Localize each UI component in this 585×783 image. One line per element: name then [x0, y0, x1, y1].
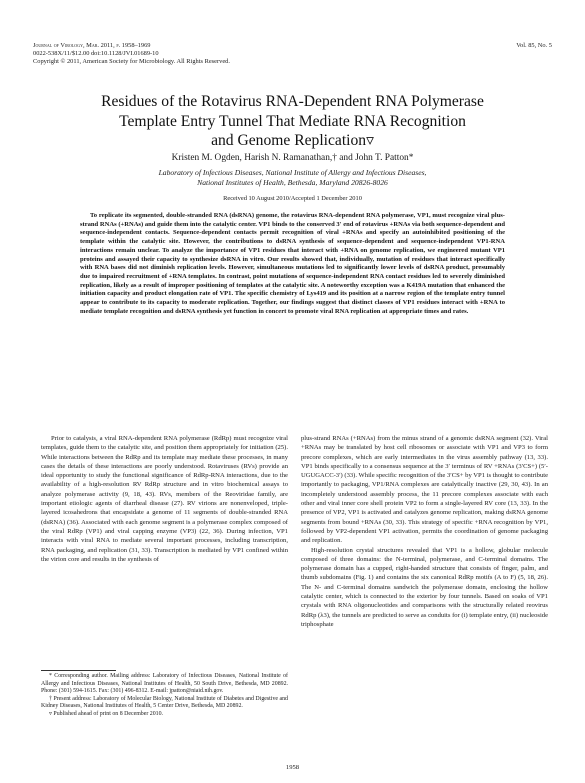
affiliation-line-2: National Institutes of Health, Bethesda, Maryland 20826-8026 — [197, 178, 388, 187]
footnote-corresponding-author: * Corresponding author. Mailing address: Laboratory of Infectious Diseases, National Institute of Allergy and Infectious Diseases, National Institutes of Health, 50 South Drive, Bethesda, MD 20892. Phone: (301) 594-1615. Fax: (301) 496-8312. E-mail: jpatton@niaid.nih.gov. — [41, 673, 288, 695]
article-title — [40, 92, 545, 151]
footnote-published-ahead: ▿ Published ahead of print on 8 December 2010. — [49, 710, 164, 717]
body-paragraph: High-resolution crystal structures revealed that VP1 is a hollow, globular molecule composed of three domains: the N-terminal, polymerase, and C-terminal domains. The polymerase domain has a cupped, right-handed structure that consists of finger, palm, and thumb subdomains (Fig. 1) and contains the six canonical RdRp motifs (A to F) (5, 18, 26). The N- and C-terminal domains sandwich the polymerase domain, enclosing the hollow catalytic center, which is connected to the exterior by four tunnels. Based on soaks of VP1 crystals with RNA oligonucleotides and comparisons with the structurally related reovirus RdRp (λ3), the tunnels are predicted to serve as conduits for (i) template entry, (ii) nucleoside triphosphate — [301, 546, 548, 628]
footnote-divider — [41, 670, 116, 671]
journal-citation: Journal of Virology, Mar. 2011, p. 1958–1969 — [33, 42, 151, 49]
footnotes — [41, 673, 288, 719]
received-accepted-dates: Received 10 August 2010/Accepted 1 December 2010 — [223, 195, 362, 202]
title-line-1: Residues of the Rotavirus RNA-Dependent RNA Polymerase — [101, 93, 484, 110]
page-number: 1958 — [285, 764, 300, 771]
body-paragraph: plus-strand RNAs (+RNAs) from the minus strand of a genomic dsRNA segment (32). Viral +RNAs may be translated by host cell ribosomes or associate with VP1 and VP3 to form precore complexes, which are early intermediates in the virus assembly pathway (13, 33). VP1 binds specifically to a consensus sequence at the 3′ terminus of RV +RNAs (3′CS+) (5′-UGUGACC-3′) (33). While specific recognition of the 3′CS+ by VP1 is thought to contribute importantly to packaging, VP1/RNA complexes are catalytically inactive (29, 30, 43). In an incompletely understood assembly process, the 11 precore complexes associate with each other and viral inner core shell protein VP2 to form a single-layered RV core (13, 33). In the presence of VP2, VP1 is activated and catalyzes genome replication, making dsRNA genome segments from bound +RNAs (30, 33). This strategy of specific +RNA recognition by VP1, followed by VP2-dependent VP1 activation, permits the coordination of genome packaging and replication. — [301, 435, 549, 545]
footnote-present-address: † Present address: Laboratory of Molecular Biology, National Institute of Diabetes and Digestive and Kidney Diseases, National Institutes of Health, 5 Center Drive, Bethesda, MD 20892. — [41, 695, 288, 710]
body-paragraph: Prior to catalysis, a viral RNA-dependent RNA polymerase (RdRp) must recognize viral templates, guide them to the catalytic site, and position them appropriately for initiation (25). While interactions between the RdRp and its template may mediate these processes, in many cases the details of these interactions are poorly understood. Rotaviruses (RVs) provide an ideal opportunity to study the functional significance of RdRp-RNA interactions, due to the availability of a high-resolution RV RdRp structure and in vitro biochemical assays to analyze polymerase activity (9, 18, 43). RVs, members of the Reoviridae family, are important etiologic agents of diarrheal disease (27). RV virions are nonenveloped, triple-layered icosahedrons that encapsidate a genome of 11 segments of double-stranded RNA (dsRNA) (36). Associated with each genome segment is a polymerase complex composed of the viral RdRp (VP1) and viral capping enzyme (VP3) (22, 36). During infection, VP1 interacts with viral RNA to mediate several important processes, including transcription, RNA packaging, and replication (31, 33). Transcription is mediated by VP1 confined within the virion core and results in the synthesis of — [41, 435, 288, 563]
affiliation-line-1: Laboratory of Infectious Diseases, National Institute of Allergy and Infectious Diseases, — [158, 168, 427, 177]
body-column-left — [41, 434, 288, 564]
title-line-2: Template Entry Tunnel That Mediate RNA Recognition — [119, 112, 466, 130]
body-column-right — [301, 434, 548, 629]
affiliation — [80, 168, 505, 188]
author-list: Kristen M. Ogden, Harish N. Ramanathan,† and John T. Patton* — [171, 153, 414, 163]
volume-issue: Vol. 85, No. 5 — [516, 42, 552, 49]
running-header — [33, 42, 363, 66]
title-line-3: and Genome Replication▿ — [211, 132, 374, 149]
copyright-notice: Copyright © 2011, American Society for Microbiology. All Rights Reserved. — [33, 58, 230, 65]
abstract: To replicate its segmented, double-stranded RNA (dsRNA) genome, the rotavirus RNA-dependent RNA polymerase, VP1, must recognize viral plus-strand RNAs (+RNAs) and guide them into the catalytic center. VP1 binds to the conserved 3′ end of rotavirus +RNAs via both sequence-dependent and sequence-independent contacts. Sequence-dependent contacts permit recognition of viral +RNAs and specify an autoinhibited positioning of the template within the catalytic site. However, the contributions to dsRNA synthesis of sequence-dependent and sequence-independent VP1-RNA interactions remain unclear. To analyze the importance of VP1 residues that interact with +RNA on genome replication, we engineered mutant VP1 proteins and assayed their capacity to synthesize dsRNA in vitro. Our results showed that, individually, mutation of residues that interact specifically with RNA bases did not diminish replication levels. However, simultaneous mutations led to significantly lower levels of dsRNA product, presumably due to impaired recruitment of +RNA templates. In contrast, point mutations of sequence-independent RNA contact residues led to severely diminished replication, likely as a result of improper positioning of templates at the catalytic site. A noteworthy exception was a K419A mutation that enhanced the initiation capacity and product elongation rate of VP1. The specific chemistry of Lys419 and its position at a narrow region of the template entry tunnel appear to contribute to its capacity to moderate replication. Together, our findings suggest that distinct classes of VP1 residues interact with +RNA to mediate template recognition and dsRNA synthesis yet function in concert to promote viral RNA replication at appropriate times and rates. — [80, 212, 505, 315]
issn-doi: 0022-538X/11/$12.00 doi:10.1128/JVI.01689-10 — [33, 50, 159, 57]
